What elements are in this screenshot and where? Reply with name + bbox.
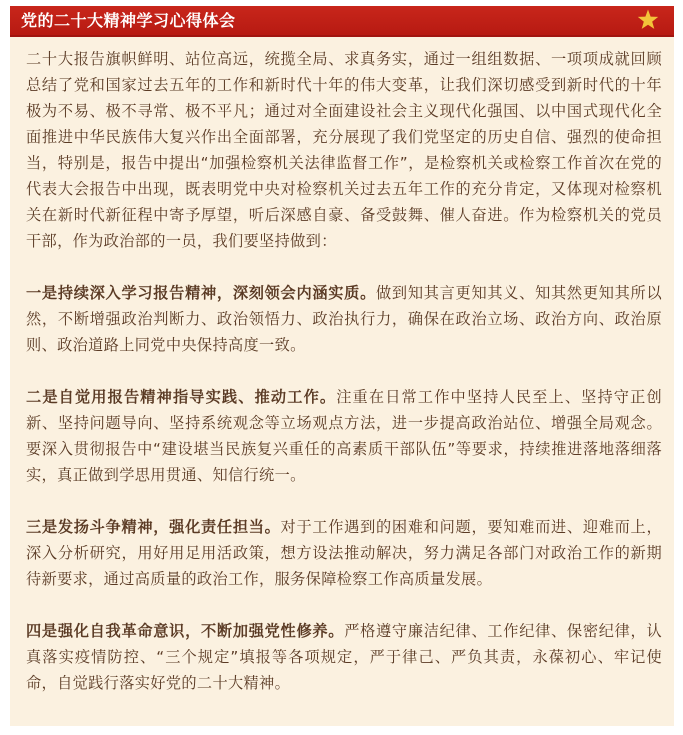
article-body (26, 46, 662, 696)
paragraph-text: 对于工作遇到的困难和问题，要知难而进、迎难而上，深入分析研究，用好用足用活政策，想方设法推动解决，努力满足各部门对政治工作的新期待新要求，通过高质量的政治工作，服务保障检察工作高质量发展。 (26, 518, 662, 588)
paragraph-point-4 (26, 618, 662, 696)
paragraph-lead: 二是自觉用报告精神指导实践、推动工作。 (26, 388, 337, 406)
paragraph-text: 严格遵守廉洁纪律、工作纪律、保密纪律，认真落实疫情防控、“三个规定”填报等各项规定，严于律己、严负其责，永葆初心、牢记使命，自觉践行落实好党的二十大精神。 (26, 622, 663, 692)
paragraph-intro (26, 46, 662, 254)
paragraph-point-1 (26, 280, 662, 358)
paragraph-text: 二十大报告旗帜鲜明、站位高远，统揽全局、求真务实，通过一组组数据、一项项成就回顾总结了党和国家过去五年的工作和新时代十年的伟大变革，让我们深切感受到新时代的十年极为不易、极不寻常、极不平凡；通过对全面建设社会主义现代化强国、以中国式现代化全面推进中华民族伟大复兴作出全面部署，充分展现了我们党坚定的历史自信、强烈的使命担当，特别是，报告中提出“加强检察机关法律监督工作”，是检察机关或检察工作首次在党的代表大会报告中出现，既表明党中央对检察机关过去五年工作的充分肯定，又体现对检察机关在新时代新征程中寄予厚望，听后深感自豪、备受鼓舞、催人奋进。作为检察机关的党员干部，作为政治部的一员，我们要坚持做到： (26, 50, 662, 250)
article-title: 党的二十大精神学习心得体会 (21, 11, 236, 30)
paragraph-text: 注重在日常工作中坚持人民至上、坚持守正创新、坚持问题导向、坚持系统观念等立场观点方法，进一步提高政治站位、增强全局观念。要深入贯彻报告中“建设堪当民族复兴重任的高素质干部队伍”等要求，持续推进落地落细落实，真正做到学思用贯通、知信行统一。 (26, 388, 663, 484)
title-bar (10, 6, 674, 37)
paragraph-lead: 一是持续深入学习报告精神，深刻领会内涵实质。 (26, 284, 376, 302)
paragraph-text: 做到知其言更知其义、知其然更知其所以然，不断增强政治判断力、政治领悟力、政治执行力，确保在政治立场、政治方向、政治原则、政治道路上同党中央保持高度一致。 (26, 284, 662, 354)
star-icon (636, 8, 660, 32)
paragraph-lead: 三是发扬斗争精神，强化责任担当。 (26, 518, 281, 536)
paragraph-point-3 (26, 514, 662, 592)
paragraph-point-2 (26, 384, 662, 488)
paragraph-lead: 四是强化自我革命意识，不断加强党性修养。 (26, 622, 345, 640)
article-card (10, 6, 674, 726)
